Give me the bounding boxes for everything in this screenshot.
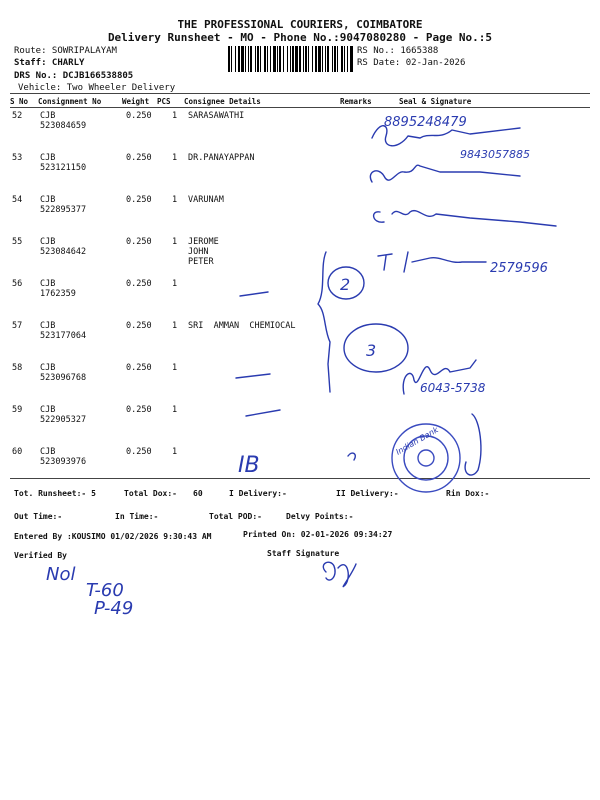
staff-signature-mark (323, 562, 356, 586)
row-pcs: 1 (172, 111, 178, 121)
barcode-bar (279, 46, 281, 72)
barcode-bar (231, 46, 232, 72)
signature-mark (370, 165, 520, 182)
entered-by: Entered By :KOUSIMO 01/02/2026 9:30:43 AM (14, 532, 212, 541)
row-pcs: 1 (172, 279, 178, 289)
barcode-bar (327, 46, 329, 72)
barcode-bar (241, 46, 244, 72)
barcode-bar (334, 46, 336, 72)
handwritten-number: 8895248479 (384, 115, 467, 130)
barcode-bar (292, 46, 294, 72)
printed-on: Printed On: 02-01-2026 09:34:27 (243, 530, 393, 539)
ii-delivery: II Delivery:- (336, 489, 399, 498)
row-pcs: 1 (172, 153, 178, 163)
barcode-bar (299, 46, 301, 72)
header-rule-top (10, 93, 590, 94)
total-dox-value: 60 (193, 489, 203, 498)
col-sno: S No (10, 97, 29, 106)
row-pcs: 1 (172, 363, 178, 373)
row-consignment: CJB 522895377 (40, 195, 87, 215)
route-label: Route: SOWRIPALAYAM (14, 46, 117, 56)
row-sno: 57 (12, 321, 23, 331)
row-pcs: 1 (172, 405, 178, 415)
barcode-bar (312, 46, 313, 72)
in-time: In Time:- (115, 512, 159, 521)
row-consignment: CJB 1762359 (40, 279, 76, 299)
delvy-points: Delvy Points:- (286, 512, 354, 521)
barcode-bar (283, 46, 284, 72)
row-consignment: CJB 523084659 (40, 111, 87, 131)
barcode-bar (325, 46, 326, 72)
note-p: P-49 (94, 598, 134, 619)
vehicle-label: Vehicle: Two Wheeler Delivery (18, 83, 176, 93)
dash-mark (246, 410, 280, 416)
barcode-bar (264, 46, 266, 72)
barcode-bar (248, 46, 249, 72)
col-remarks: Remarks (340, 97, 372, 106)
row-weight: 0.250 (126, 153, 152, 163)
barcode-bar (290, 46, 291, 72)
barcode-bar (238, 46, 240, 72)
row-weight: 0.250 (126, 363, 152, 373)
signature-mark (403, 360, 476, 394)
row-consignee: JEROME JOHN PETER (188, 237, 219, 267)
row-consignee: VARUNAM (188, 195, 224, 205)
circle-mark (328, 267, 364, 299)
barcode-bar (318, 46, 321, 72)
handwritten-number: 6043-5738 (420, 381, 486, 395)
col-weight: Weight (122, 97, 150, 106)
barcode-bar (270, 46, 271, 72)
signature-mark (374, 211, 556, 226)
row-weight: 0.250 (126, 321, 152, 331)
i-delivery: I Delivery:- (229, 489, 287, 498)
circled-number: 3 (366, 341, 377, 360)
drs-number: DRS No.: DCJB166538805 (14, 71, 134, 81)
row-consignee: SARASAWATHI (188, 111, 245, 121)
header-rule-bottom (10, 107, 590, 108)
row-sno: 54 (12, 195, 23, 205)
signature-mark (372, 126, 520, 146)
row-consignment: CJB 523084642 (40, 237, 87, 257)
signature-mark (378, 252, 486, 272)
barcode-bar (250, 46, 252, 72)
barcode-bar (267, 46, 268, 72)
footer-rule (10, 478, 590, 479)
small-mark (348, 453, 355, 460)
signature-mark (465, 414, 481, 475)
barcode-bar (322, 46, 323, 72)
staff-label: Staff: CHARLY (14, 58, 85, 68)
row-weight: 0.250 (126, 195, 152, 205)
barcode-bar (273, 46, 276, 72)
rs-date: RS Date: 02-Jan-2026 (357, 58, 466, 68)
verified-initials: Nol (46, 564, 76, 585)
barcode-bar (228, 46, 230, 72)
barcode-bar (255, 46, 256, 72)
col-consignment: Consignment No (38, 97, 102, 106)
row-consignment: CJB 522905327 (40, 405, 87, 425)
page-subtitle: Delivery Runsheet - MO - Phone No.:9047080280 - Page No.:5 (107, 31, 493, 44)
row-sno: 55 (12, 237, 23, 247)
barcode-bar (308, 46, 309, 72)
row-weight: 0.250 (126, 237, 152, 247)
barcode-bar (235, 46, 236, 72)
page-title: THE PROFESSIONAL COURIERS, COIMBATORE (177, 18, 423, 31)
barcode (228, 46, 354, 72)
barcode-bar (315, 46, 317, 72)
total-dox-label: Total Dox:- (124, 489, 177, 498)
out-time: Out Time:- (14, 512, 63, 521)
barcode-bar (305, 46, 307, 72)
circled-number: 2 (340, 275, 351, 294)
verified-by: Verified By (14, 551, 67, 560)
row-consignment: CJB 523093976 (40, 447, 87, 467)
col-signature: Seal & Signature (399, 97, 472, 106)
barcode-bar (287, 46, 288, 72)
row-sno: 60 (12, 447, 23, 457)
circle-mark (344, 324, 408, 372)
col-consignee: Consignee Details (184, 97, 261, 106)
barcode-bar (337, 46, 338, 72)
rs-number: RS No.: 1665388 (357, 46, 439, 56)
row-pcs: 1 (172, 195, 178, 205)
barcode-bar (257, 46, 259, 72)
barcode-bar (303, 46, 304, 72)
total-pod: Total POD:- (209, 512, 262, 521)
barcode-bar (347, 46, 348, 72)
barcode-bar (350, 46, 353, 72)
row-pcs: 1 (172, 321, 178, 331)
row-sno: 59 (12, 405, 23, 415)
row-consignee: DR.PANAYAPPAN (188, 153, 255, 163)
row-pcs: 1 (172, 237, 178, 247)
row-sno: 58 (12, 363, 23, 373)
barcode-bar (341, 46, 343, 72)
row-weight: 0.250 (126, 405, 152, 415)
row-consignment: CJB 523177064 (40, 321, 87, 341)
barcode-bar (260, 46, 261, 72)
row-weight: 0.250 (126, 279, 152, 289)
bracket-mark (318, 252, 330, 392)
row-consignment: CJB 523096768 (40, 363, 87, 383)
barcode-bar (245, 46, 246, 72)
barcode-bar (295, 46, 298, 72)
staff-signature-label: Staff Signature (267, 549, 340, 558)
barcode-bar (332, 46, 333, 72)
row-sno: 53 (12, 153, 23, 163)
row-weight: 0.250 (126, 447, 152, 457)
row-weight: 0.250 (126, 111, 152, 121)
row-consignment: CJB 523121150 (40, 153, 87, 173)
row-sno: 56 (12, 279, 23, 289)
stamp-text: Indian Bank (394, 425, 440, 457)
barcode-bar (277, 46, 278, 72)
barcode-bar (344, 46, 345, 72)
bank-stamp (392, 424, 460, 492)
dash-mark (236, 374, 270, 378)
dash-mark (240, 292, 268, 296)
handwritten-number: 2579596 (490, 261, 548, 276)
tot-runsheet: Tot. Runsheet:- 5 (14, 489, 96, 498)
col-pcs: PCS (157, 97, 171, 106)
handwritten-ib: IB (238, 453, 260, 478)
note-t: T-60 (86, 580, 124, 601)
handwritten-number: 9843057885 (460, 148, 530, 161)
rin-dox: Rin Dox:- (446, 489, 490, 498)
row-sno: 52 (12, 111, 23, 121)
row-consignee: SRI AMMAN CHEMIOCAL (188, 321, 296, 331)
row-pcs: 1 (172, 447, 178, 457)
